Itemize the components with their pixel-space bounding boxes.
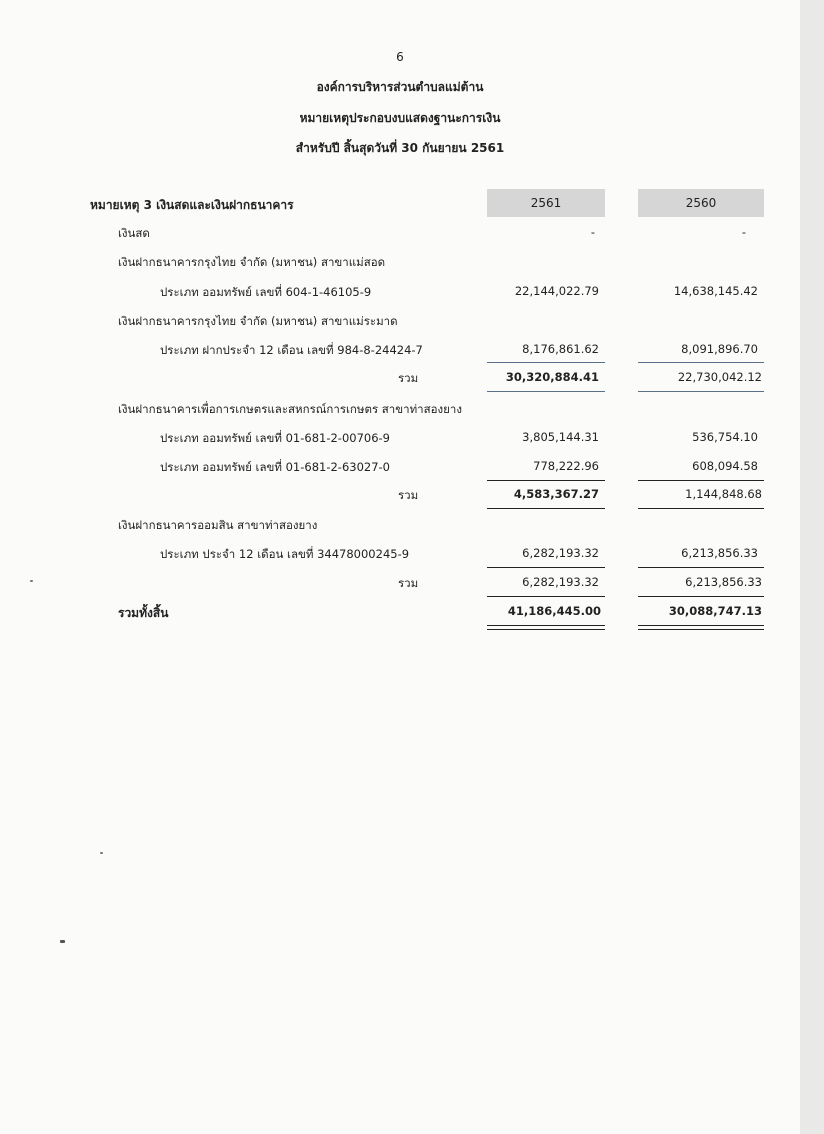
column-header-2560: 2560 [638,189,764,217]
subtotal3-label: รวม [398,576,419,590]
note-heading: หมายเหตุ 3 เงินสดและเงินฝากธนาคาร [90,198,294,212]
bank2-item1-2561: 8,176,861.62 [522,342,599,356]
bank3-item1-2561: 3,805,144.31 [522,430,599,444]
subtotal2-bottom-rule-2560 [638,508,764,509]
subtotal1-rule-2560 [638,362,764,363]
grand-total-2560: 30,088,747.13 [668,604,762,618]
scan-speck [100,852,103,854]
bank2-item1-label: ประเภท ฝากประจำ 12 เดือน เลขที่ 984-8-24424-7 [160,343,423,357]
bank4-label: เงินฝากธนาคารออมสิน สาขาท่าสองยาง [118,518,318,532]
scan-speck [60,940,65,943]
subtotal3-rule-2560 [638,567,764,568]
subtotal2-rule-2560 [638,480,764,481]
bank3-label: เงินฝากธนาคารเพื่อการเกษตรและสหกรณ์การเกษตร สาขาท่าสองยาง [118,402,462,416]
subtotal3-2560: 6,213,856.33 [685,575,762,589]
document-title: หมายเหตุประกอบงบแสดงฐานะการเงิน [299,111,501,125]
subtotal2-rule-2561 [487,480,605,481]
bank3-item1-label: ประเภท ออมทรัพย์ เลขที่ 01-681-2-00706-9 [160,431,390,445]
bank3-item1-2560: 536,754.10 [692,430,758,444]
grand-total-double-rule-2561 [487,625,605,630]
subtotal1-label: รวม [398,371,419,385]
bank2-label: เงินฝากธนาคารกรุงไทย จำกัด (มหาชน) สาขาแม่ระมาด [118,314,398,328]
grand-total-double-rule-2560 [638,625,764,630]
bank2-item1-2560: 8,091,896.70 [681,342,758,356]
cash-label: เงินสด [118,226,150,240]
page-number: 6 [396,50,404,64]
bank3-item2-2561: 778,222.96 [533,459,599,473]
bank4-item1-2560: 6,213,856.33 [681,546,758,560]
subtotal3-rule-2561 [487,567,605,568]
cash-2560: - [741,225,746,239]
subtotal1-bottom-rule-2561 [487,391,605,392]
bank1-item1-2560: 14,638,145.42 [673,284,758,298]
cash-2561: - [590,225,595,239]
bank1-item1-2561: 22,144,022.79 [514,284,599,298]
subtotal2-2561: 4,583,367.27 [513,487,599,501]
subtotal2-bottom-rule-2561 [487,508,605,509]
subtotal1-2561: 30,320,884.41 [505,370,599,384]
bank1-item1-label: ประเภท ออมทรัพย์ เลขที่ 604-1-46105-9 [160,285,372,299]
subtotal2-label: รวม [398,488,419,502]
scan-speck [30,580,33,582]
subtotal1-2560: 22,730,042.12 [677,370,762,384]
subtotal2-2560: 1,144,848.68 [685,487,762,501]
grand-total-label: รวมทั้งสิ้น [118,606,169,620]
column-header-2561: 2561 [487,189,605,217]
bank4-item1-2561: 6,282,193.32 [522,546,599,560]
bank1-label: เงินฝากธนาคารกรุงไทย จำกัด (มหาชน) สาขาแม่สอด [118,255,386,269]
scan-edge [800,0,824,1134]
grand-total-2561: 41,186,445.00 [507,604,601,618]
bank4-item1-label: ประเภท ประจำ 12 เดือน เลขที่ 34478000245-9 [160,547,410,561]
subtotal3-2561: 6,282,193.32 [522,575,599,589]
bank3-item2-label: ประเภท ออมทรัพย์ เลขที่ 01-681-2-63027-0 [160,460,390,474]
bank3-item2-2560: 608,094.58 [692,459,758,473]
subtotal1-rule-2561 [487,362,605,363]
subtotal3-bottom-rule-2561 [487,596,605,597]
subtotal1-bottom-rule-2560 [638,391,764,392]
period-title: สำหรับปี สิ้นสุดวันที่ 30 กันยายน 2561 [295,141,505,155]
subtotal3-bottom-rule-2560 [638,596,764,597]
organization-title: องค์การบริหารส่วนตำบลแม่ต้าน [316,80,484,94]
